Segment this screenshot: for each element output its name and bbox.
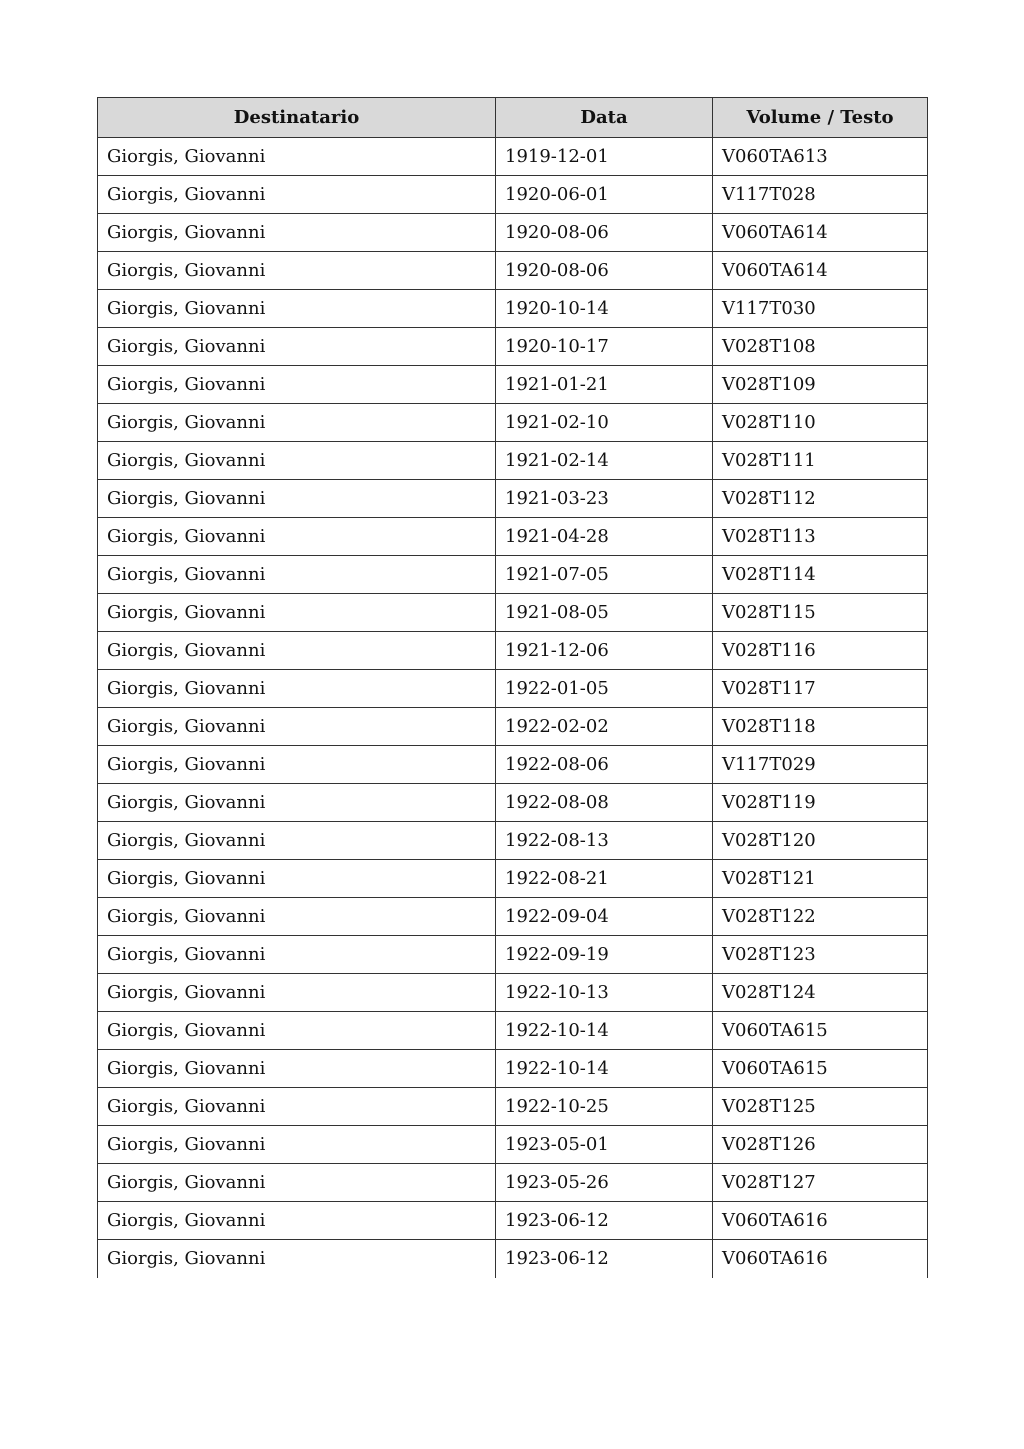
table-row <box>98 594 928 632</box>
cell-destinatario: Giorgis, Giovanni <box>98 974 496 1012</box>
table-row <box>98 252 928 290</box>
cell-destinatario: Giorgis, Giovanni <box>98 404 496 442</box>
table-row <box>98 556 928 594</box>
cell-volume-testo: V060TA615 <box>713 1012 928 1050</box>
table-row <box>98 1126 928 1164</box>
cell-destinatario: Giorgis, Giovanni <box>98 936 496 974</box>
cell-volume-testo: V028T111 <box>713 442 928 480</box>
cell-destinatario: Giorgis, Giovanni <box>98 860 496 898</box>
cell-volume-testo: V060TA615 <box>713 1050 928 1088</box>
cell-volume-testo: V028T113 <box>713 518 928 556</box>
cell-data: 1922-10-25 <box>496 1088 713 1126</box>
cell-volume-testo: V028T112 <box>713 480 928 518</box>
cell-volume-testo: V117T028 <box>713 176 928 214</box>
cell-volume-testo: V028T121 <box>713 860 928 898</box>
cell-data: 1922-08-06 <box>496 746 713 784</box>
cell-data: 1922-10-14 <box>496 1050 713 1088</box>
cell-data: 1921-07-05 <box>496 556 713 594</box>
cell-destinatario: Giorgis, Giovanni <box>98 214 496 252</box>
cell-destinatario: Giorgis, Giovanni <box>98 290 496 328</box>
cell-volume-testo: V117T030 <box>713 290 928 328</box>
table-row <box>98 1012 928 1050</box>
table-row <box>98 138 928 176</box>
cell-destinatario: Giorgis, Giovanni <box>98 1012 496 1050</box>
cell-volume-testo: V028T120 <box>713 822 928 860</box>
table-row <box>98 290 928 328</box>
table-row <box>98 746 928 784</box>
table-row <box>98 822 928 860</box>
cell-destinatario: Giorgis, Giovanni <box>98 1202 496 1240</box>
cell-volume-testo: V028T123 <box>713 936 928 974</box>
cell-volume-testo: V028T109 <box>713 366 928 404</box>
cell-volume-testo: V028T117 <box>713 670 928 708</box>
cell-data: 1921-02-14 <box>496 442 713 480</box>
header-row <box>98 98 928 138</box>
cell-data: 1923-05-26 <box>496 1164 713 1202</box>
cell-data: 1921-04-28 <box>496 518 713 556</box>
cell-volume-testo: V028T118 <box>713 708 928 746</box>
header-data: Data <box>496 98 713 138</box>
cell-data: 1922-02-02 <box>496 708 713 746</box>
cell-data: 1920-08-06 <box>496 252 713 290</box>
cell-data: 1921-01-21 <box>496 366 713 404</box>
cell-destinatario: Giorgis, Giovanni <box>98 442 496 480</box>
header-volume-testo: Volume / Testo <box>713 98 928 138</box>
cell-data: 1920-10-17 <box>496 328 713 366</box>
header-destinatario: Destinatario <box>98 98 496 138</box>
table-row <box>98 1050 928 1088</box>
cell-destinatario: Giorgis, Giovanni <box>98 252 496 290</box>
table-row <box>98 898 928 936</box>
cell-destinatario: Giorgis, Giovanni <box>98 480 496 518</box>
table-row <box>98 708 928 746</box>
cell-destinatario: Giorgis, Giovanni <box>98 176 496 214</box>
table-row <box>98 670 928 708</box>
cell-data: 1923-05-01 <box>496 1126 713 1164</box>
cell-volume-testo: V028T108 <box>713 328 928 366</box>
table-row <box>98 328 928 366</box>
cell-destinatario: Giorgis, Giovanni <box>98 328 496 366</box>
cell-data: 1920-08-06 <box>496 214 713 252</box>
cell-data: 1923-06-12 <box>496 1240 713 1278</box>
cell-volume-testo: V028T127 <box>713 1164 928 1202</box>
cell-volume-testo: V028T119 <box>713 784 928 822</box>
cell-data: 1922-10-13 <box>496 974 713 1012</box>
table-row <box>98 1088 928 1126</box>
cell-destinatario: Giorgis, Giovanni <box>98 898 496 936</box>
cell-data: 1922-01-05 <box>496 670 713 708</box>
table-row <box>98 518 928 556</box>
cell-volume-testo: V028T116 <box>713 632 928 670</box>
table-row <box>98 1202 928 1240</box>
cell-volume-testo: V060TA614 <box>713 214 928 252</box>
cell-destinatario: Giorgis, Giovanni <box>98 366 496 404</box>
table-row <box>98 176 928 214</box>
cell-destinatario: Giorgis, Giovanni <box>98 556 496 594</box>
cell-data: 1922-09-19 <box>496 936 713 974</box>
cell-data: 1922-10-14 <box>496 1012 713 1050</box>
cell-volume-testo: V028T122 <box>713 898 928 936</box>
table-row <box>98 214 928 252</box>
cell-destinatario: Giorgis, Giovanni <box>98 138 496 176</box>
table-body <box>98 138 928 1278</box>
table-row <box>98 974 928 1012</box>
cell-data: 1922-08-13 <box>496 822 713 860</box>
table-row <box>98 442 928 480</box>
cell-destinatario: Giorgis, Giovanni <box>98 632 496 670</box>
cell-data: 1923-06-12 <box>496 1202 713 1240</box>
cell-volume-testo: V028T126 <box>713 1126 928 1164</box>
table-row <box>98 1240 928 1278</box>
cell-data: 1921-08-05 <box>496 594 713 632</box>
cell-volume-testo: V060TA613 <box>713 138 928 176</box>
cell-volume-testo: V028T125 <box>713 1088 928 1126</box>
table-row <box>98 480 928 518</box>
cell-destinatario: Giorgis, Giovanni <box>98 708 496 746</box>
cell-data: 1920-10-14 <box>496 290 713 328</box>
table-row <box>98 366 928 404</box>
cell-volume-testo: V028T114 <box>713 556 928 594</box>
cell-data: 1922-08-08 <box>496 784 713 822</box>
table-row <box>98 936 928 974</box>
cell-volume-testo: V060TA616 <box>713 1240 928 1278</box>
cell-destinatario: Giorgis, Giovanni <box>98 822 496 860</box>
cell-destinatario: Giorgis, Giovanni <box>98 518 496 556</box>
cell-destinatario: Giorgis, Giovanni <box>98 1088 496 1126</box>
cell-data: 1921-12-06 <box>496 632 713 670</box>
cell-volume-testo: V060TA614 <box>713 252 928 290</box>
table-row <box>98 632 928 670</box>
cell-data: 1922-09-04 <box>496 898 713 936</box>
cell-volume-testo: V117T029 <box>713 746 928 784</box>
table-header <box>98 98 928 138</box>
cell-volume-testo: V028T115 <box>713 594 928 632</box>
cell-data: 1922-08-21 <box>496 860 713 898</box>
cell-destinatario: Giorgis, Giovanni <box>98 1050 496 1088</box>
cell-data: 1919-12-01 <box>496 138 713 176</box>
cell-destinatario: Giorgis, Giovanni <box>98 1240 496 1278</box>
table-row <box>98 860 928 898</box>
cell-volume-testo: V028T124 <box>713 974 928 1012</box>
cell-destinatario: Giorgis, Giovanni <box>98 670 496 708</box>
cell-volume-testo: V028T110 <box>713 404 928 442</box>
table-row <box>98 1164 928 1202</box>
cell-destinatario: Giorgis, Giovanni <box>98 784 496 822</box>
cell-volume-testo: V060TA616 <box>713 1202 928 1240</box>
cell-data: 1920-06-01 <box>496 176 713 214</box>
cell-destinatario: Giorgis, Giovanni <box>98 1126 496 1164</box>
table-row <box>98 784 928 822</box>
cell-destinatario: Giorgis, Giovanni <box>98 746 496 784</box>
cell-destinatario: Giorgis, Giovanni <box>98 594 496 632</box>
table-row <box>98 404 928 442</box>
cell-data: 1921-02-10 <box>496 404 713 442</box>
cell-data: 1921-03-23 <box>496 480 713 518</box>
letters-table <box>97 97 928 1278</box>
cell-destinatario: Giorgis, Giovanni <box>98 1164 496 1202</box>
